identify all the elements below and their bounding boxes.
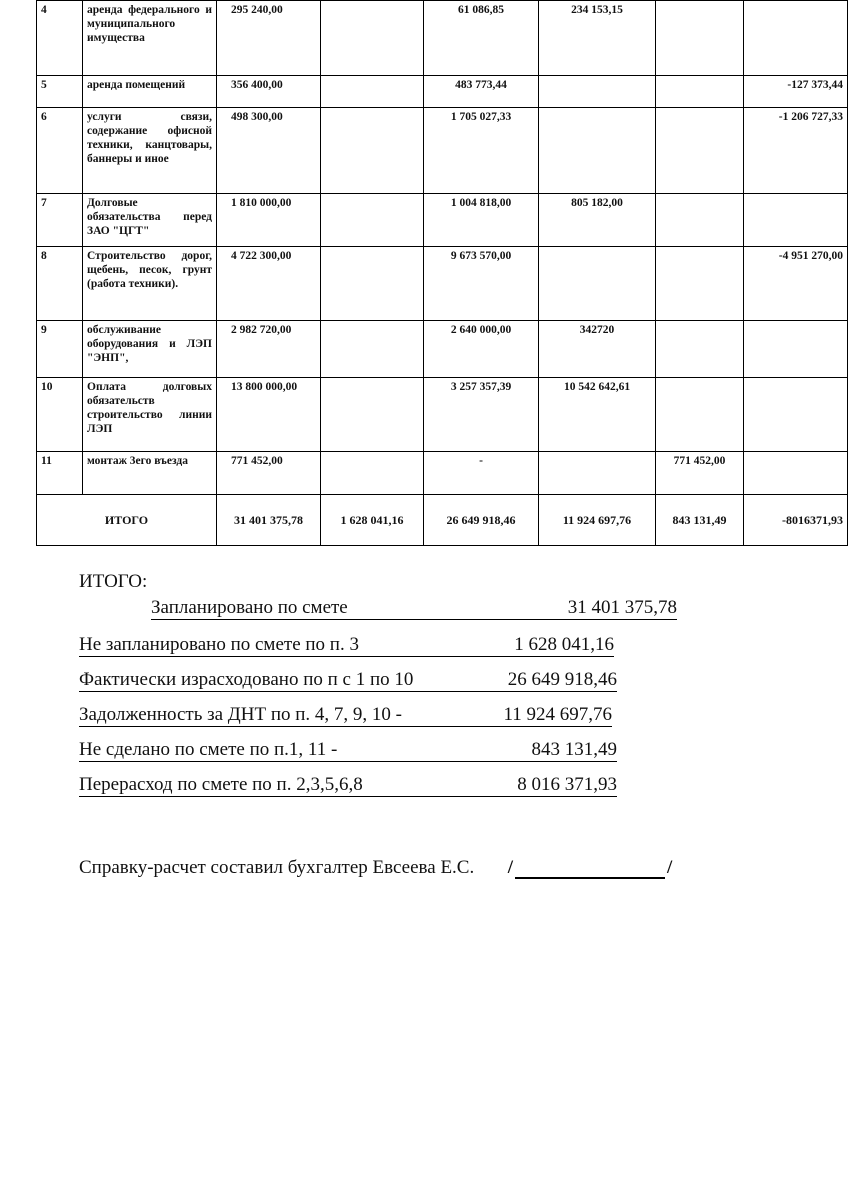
spent-amount: 483 773,44 bbox=[424, 76, 539, 108]
debt-amount: 342720 bbox=[539, 321, 656, 378]
summary-label: Задолженность за ДНТ по п. 4, 7, 9, 10 - bbox=[79, 704, 403, 725]
not-done-amount bbox=[656, 247, 744, 321]
summary-line-not-done bbox=[79, 739, 617, 762]
summary-value: 26 649 918,46 bbox=[507, 669, 617, 690]
debt-amount: 805 182,00 bbox=[539, 194, 656, 247]
row-number: 9 bbox=[37, 321, 83, 378]
planned-amount: 1 810 000,00 bbox=[217, 194, 321, 247]
spent-amount: 61 086,85 bbox=[424, 1, 539, 76]
table-row bbox=[37, 321, 848, 378]
unplanned-amount bbox=[321, 76, 424, 108]
unplanned-amount bbox=[321, 321, 424, 378]
spent-amount: 1 705 027,33 bbox=[424, 108, 539, 194]
overrun-amount bbox=[744, 378, 848, 452]
not-done-amount bbox=[656, 1, 744, 76]
signature-slash-close: / bbox=[667, 857, 673, 878]
row-number: 4 bbox=[37, 1, 83, 76]
total-label: ИТОГО bbox=[37, 495, 217, 546]
debt-amount bbox=[539, 247, 656, 321]
debt-amount bbox=[539, 452, 656, 495]
planned-amount: 13 800 000,00 bbox=[217, 378, 321, 452]
not-done-amount: 771 452,00 bbox=[656, 452, 744, 495]
expense-name: Долговые обязательства перед ЗАО "ЦГТ" bbox=[83, 194, 217, 247]
debt-amount bbox=[539, 76, 656, 108]
expense-name: обслуживание оборудования и ЛЭП "ЭНП", bbox=[83, 321, 217, 378]
summary-label: Не запланировано по смете по п. 3 bbox=[79, 634, 359, 655]
planned-amount: 356 400,00 bbox=[217, 76, 321, 108]
table-row bbox=[37, 378, 848, 452]
signature-text: Справку-расчет составил бухгалтер Евсеева Е.С. bbox=[79, 857, 475, 878]
row-number: 10 bbox=[37, 378, 83, 452]
summary-label: Не сделано по смете по п.1, 11 - bbox=[79, 739, 338, 760]
expense-name: аренда федерального и муниципального имущества bbox=[83, 1, 217, 76]
expense-name: услуги связи, содержание офисной техники, канцтовары, баннеры и иное bbox=[83, 108, 217, 194]
spent-amount: 1 004 818,00 bbox=[424, 194, 539, 247]
overrun-amount bbox=[744, 452, 848, 495]
row-number: 6 bbox=[37, 108, 83, 194]
total-not-done: 843 131,49 bbox=[656, 495, 744, 546]
budget-table bbox=[36, 0, 848, 546]
row-number: 11 bbox=[37, 452, 83, 495]
overrun-amount: -127 373,44 bbox=[744, 76, 848, 108]
signature-blank bbox=[515, 859, 665, 879]
spent-amount: - bbox=[424, 452, 539, 495]
signature-line bbox=[79, 857, 672, 879]
debt-amount bbox=[539, 108, 656, 194]
not-done-amount bbox=[656, 378, 744, 452]
signature-slash-open: / bbox=[507, 857, 514, 878]
table-row bbox=[37, 1, 848, 76]
overrun-amount bbox=[744, 1, 848, 76]
planned-amount: 295 240,00 bbox=[217, 1, 321, 76]
summary-value: 1 628 041,16 bbox=[514, 634, 614, 655]
summary-value: 843 131,49 bbox=[531, 739, 617, 760]
summary-value: 31 401 375,78 bbox=[567, 597, 677, 618]
unplanned-amount bbox=[321, 1, 424, 76]
summary-heading: ИТОГО: bbox=[79, 571, 148, 592]
unplanned-amount bbox=[321, 247, 424, 321]
row-number: 8 bbox=[37, 247, 83, 321]
total-debt: 11 924 697,76 bbox=[539, 495, 656, 546]
summary-block bbox=[79, 571, 677, 809]
summary-line-planned bbox=[151, 597, 677, 620]
summary-line-debt bbox=[79, 704, 612, 727]
overrun-amount bbox=[744, 321, 848, 378]
expense-name: аренда помещений bbox=[83, 76, 217, 108]
spent-amount: 2 640 000,00 bbox=[424, 321, 539, 378]
total-overrun: -8016371,93 bbox=[744, 495, 848, 546]
table-row bbox=[37, 194, 848, 247]
total-spent: 26 649 918,46 bbox=[424, 495, 539, 546]
planned-amount: 4 722 300,00 bbox=[217, 247, 321, 321]
planned-amount: 2 982 720,00 bbox=[217, 321, 321, 378]
not-done-amount bbox=[656, 108, 744, 194]
row-number: 7 bbox=[37, 194, 83, 247]
planned-amount: 771 452,00 bbox=[217, 452, 321, 495]
summary-label: Фактически израсходовано по п с 1 по 10 bbox=[79, 669, 414, 690]
summary-value: 8 016 371,93 bbox=[517, 774, 617, 795]
table-row bbox=[37, 452, 848, 495]
unplanned-amount bbox=[321, 378, 424, 452]
overrun-amount: -1 206 727,33 bbox=[744, 108, 848, 194]
summary-line-unplanned bbox=[79, 634, 614, 657]
debt-amount: 10 542 642,61 bbox=[539, 378, 656, 452]
summary-line-spent bbox=[79, 669, 617, 692]
table-row bbox=[37, 247, 848, 321]
unplanned-amount bbox=[321, 194, 424, 247]
total-row bbox=[37, 495, 848, 546]
not-done-amount bbox=[656, 76, 744, 108]
summary-label: Перерасход по смете по п. 2,3,5,6,8 bbox=[79, 774, 363, 795]
expense-name: Оплата долговых обязательств строительство линии ЛЭП bbox=[83, 378, 217, 452]
expense-name: монтаж 3его въезда bbox=[83, 452, 217, 495]
row-number: 5 bbox=[37, 76, 83, 108]
not-done-amount bbox=[656, 321, 744, 378]
table-row bbox=[37, 108, 848, 194]
summary-value: 11 924 697,76 bbox=[503, 704, 612, 725]
table-row bbox=[37, 76, 848, 108]
total-planned: 31 401 375,78 bbox=[217, 495, 321, 546]
spent-amount: 3 257 357,39 bbox=[424, 378, 539, 452]
summary-label: Запланировано по смете bbox=[151, 597, 348, 618]
spent-amount: 9 673 570,00 bbox=[424, 247, 539, 321]
overrun-amount bbox=[744, 194, 848, 247]
expense-name: Строительство дорог, щебень, песок, грунт (работа техники). bbox=[83, 247, 217, 321]
unplanned-amount bbox=[321, 108, 424, 194]
unplanned-amount bbox=[321, 452, 424, 495]
debt-amount: 234 153,15 bbox=[539, 1, 656, 76]
not-done-amount bbox=[656, 194, 744, 247]
summary-line-overrun bbox=[79, 774, 617, 797]
planned-amount: 498 300,00 bbox=[217, 108, 321, 194]
overrun-amount: -4 951 270,00 bbox=[744, 247, 848, 321]
total-unplanned: 1 628 041,16 bbox=[321, 495, 424, 546]
